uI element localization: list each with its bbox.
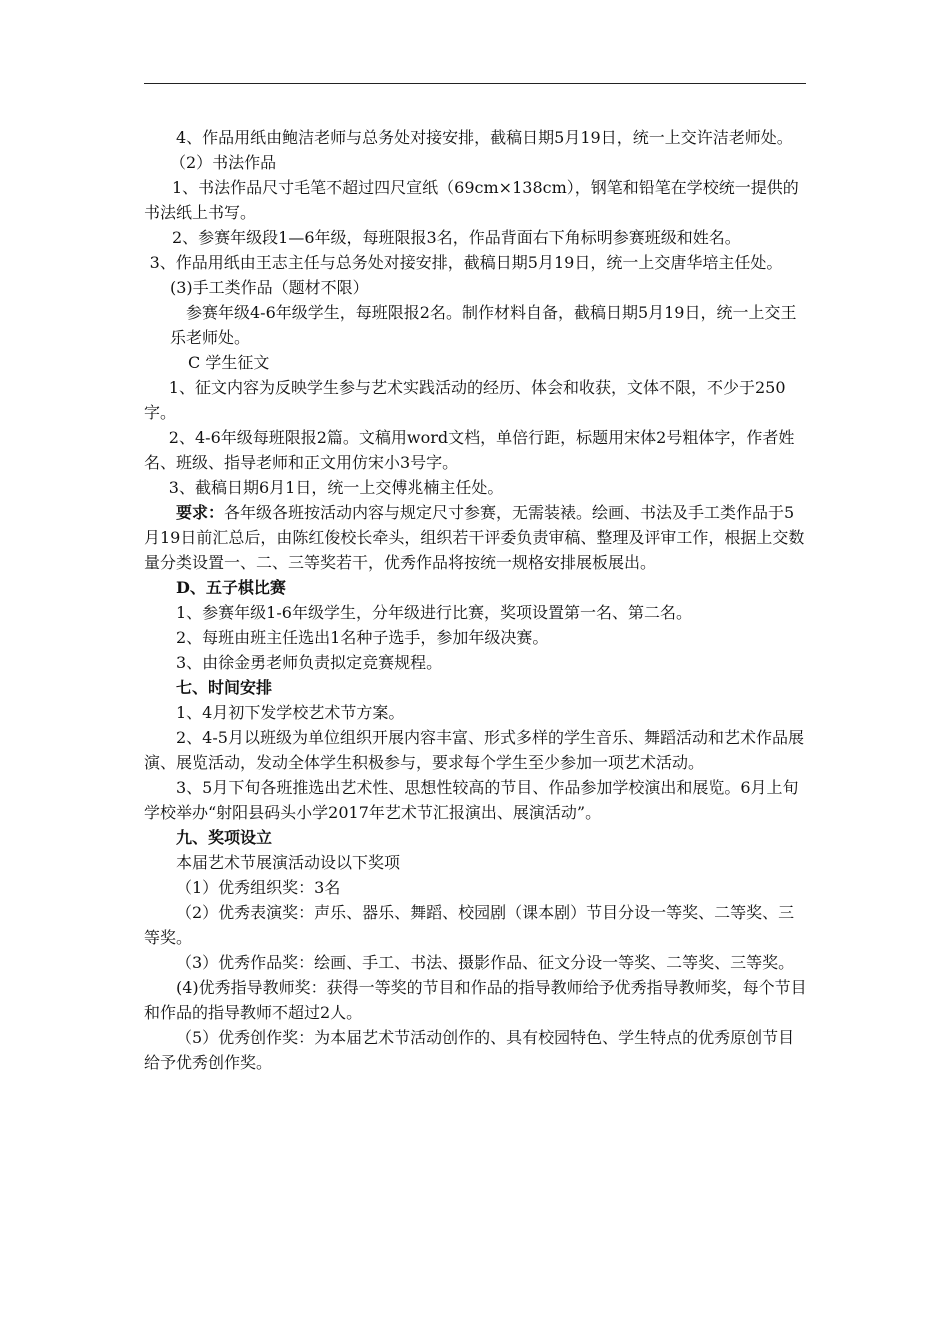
paragraph [144,725,809,775]
paragraph [144,425,809,475]
paragraph [144,900,809,950]
paragraph-text: 1、书法作品尺寸毛笔不超过四尺宣纸（69cm×138cm），钢笔和铅笔在学校统一提供的书法纸上书写。 [144,178,799,222]
paragraph-text: 参赛年级4-6年级学生，每班限报2名。制作材料自备，截稿日期5月19日，统一上交王乐老师处。 [170,303,797,347]
paragraph [144,850,809,875]
paragraph [144,775,809,825]
paragraph [144,1025,809,1075]
paragraph [144,150,809,175]
paragraph [144,875,809,900]
paragraph [144,175,809,225]
header-rule [144,83,806,84]
paragraph-text: 3、作品用纸由王志主任与总务处对接安排，截稿日期5月19日，统一上交唐华培主任处。 [149,253,783,272]
paragraph [144,650,809,675]
paragraph-text: 4、作品用纸由鲍洁老师与总务处对接安排，截稿日期5月19日，统一上交许洁老师处。 [176,128,793,147]
paragraph [144,575,809,600]
paragraph-text: D、五子棋比赛 [176,578,286,597]
paragraph-text: 本届艺术节展演活动设以下奖项 [176,853,401,872]
paragraph [144,975,809,1025]
paragraph [144,475,809,500]
paragraph [144,500,809,575]
paragraph-text: 2、4-5月以班级为单位组织开展内容丰富、形式多样的学生音乐、舞蹈活动和艺术作品展演、展览活动，发动全体学生积极参与，要求每个学生至少参加一项艺术活动。 [144,728,804,772]
paragraph-text: 1、征文内容为反映学生参与艺术实践活动的经历、体会和收获，文体不限，不少于250字。 [144,378,786,422]
paragraph-text: （1）优秀组织奖：3名 [176,878,341,897]
paragraph-text: （2）书法作品 [170,153,277,172]
paragraph [144,350,809,375]
paragraph [144,675,809,700]
paragraph-text: 2、每班由班主任选出1名种子选手，参加年级决赛。 [176,628,549,647]
paragraph-text: 七、时间安排 [176,678,273,697]
paragraph [144,625,809,650]
paragraph [144,700,809,725]
paragraph [144,600,809,625]
paragraph-text: (4)优秀指导教师奖：获得一等奖的节目和作品的指导教师给予优秀指导教师奖，每个节目和作品的指导教师不超过2人。 [144,978,807,1022]
document-body [144,125,809,1075]
paragraph [144,125,809,150]
paragraph-text: 1、4月初下发学校艺术节方案。 [176,703,405,722]
paragraph [144,375,809,425]
paragraph-label: 要求： [176,503,225,522]
paragraph-text: 3、5月下旬各班推选出艺术性、思想性较高的节目、作品参加学校演出和展览。6月上旬学校举办“射阳县码头小学2017年艺术节汇报演出、展演活动”。 [144,778,799,822]
paragraph-text: （2）优秀表演奖：声乐、器乐、舞蹈、校园剧（课本剧）节目分设一等奖、二等奖、三等奖。 [144,903,795,947]
paragraph-text: 2、参赛年级段1—6年级，每班限报3名，作品背面右下角标明参赛班级和姓名。 [172,228,741,247]
paragraph [144,275,809,300]
paragraph [144,950,809,975]
paragraph-text: (3)手工类作品（题材不限） [170,278,369,297]
paragraph-text: 各年级各班按活动内容与规定尺寸参赛，无需装裱。绘画、书法及手工类作品于5月19日前汇总后，由陈红俊校长牵头，组织若干评委负责审稿、整理及评审工作，根据上交数量分类设置一、二、三等奖若干，优秀作品将按统一规格安排展板展出。 [144,503,805,572]
paragraph-text: 3、由徐金勇老师负责拟定竞赛规程。 [176,653,443,672]
paragraph [144,825,809,850]
paragraph-text: 九、奖项设立 [176,828,273,847]
paragraph-text: 3、截稿日期6月1日，统一上交傅兆楠主任处。 [168,478,504,497]
paragraph-text: 2、4-6年级每班限报2篇。文稿用word文档，单倍行距，标题用宋体2号粗体字，作者姓名、班级、指导老师和正文用仿宋小3号字。 [144,428,795,472]
paragraph-text: C 学生征文 [188,353,270,372]
paragraph [144,250,809,275]
paragraph-text: （3）优秀作品奖：绘画、手工、书法、摄影作品、征文分设一等奖、二等奖、三等奖。 [176,953,795,972]
paragraph [144,225,809,250]
paragraph-text: （5）优秀创作奖：为本届艺术节活动创作的、具有校园特色、学生特点的优秀原创节目给予优秀创作奖。 [144,1028,795,1072]
paragraph [144,300,809,350]
paragraph-text: 1、参赛年级1-6年级学生，分年级进行比赛，奖项设置第一名、第二名。 [176,603,692,622]
